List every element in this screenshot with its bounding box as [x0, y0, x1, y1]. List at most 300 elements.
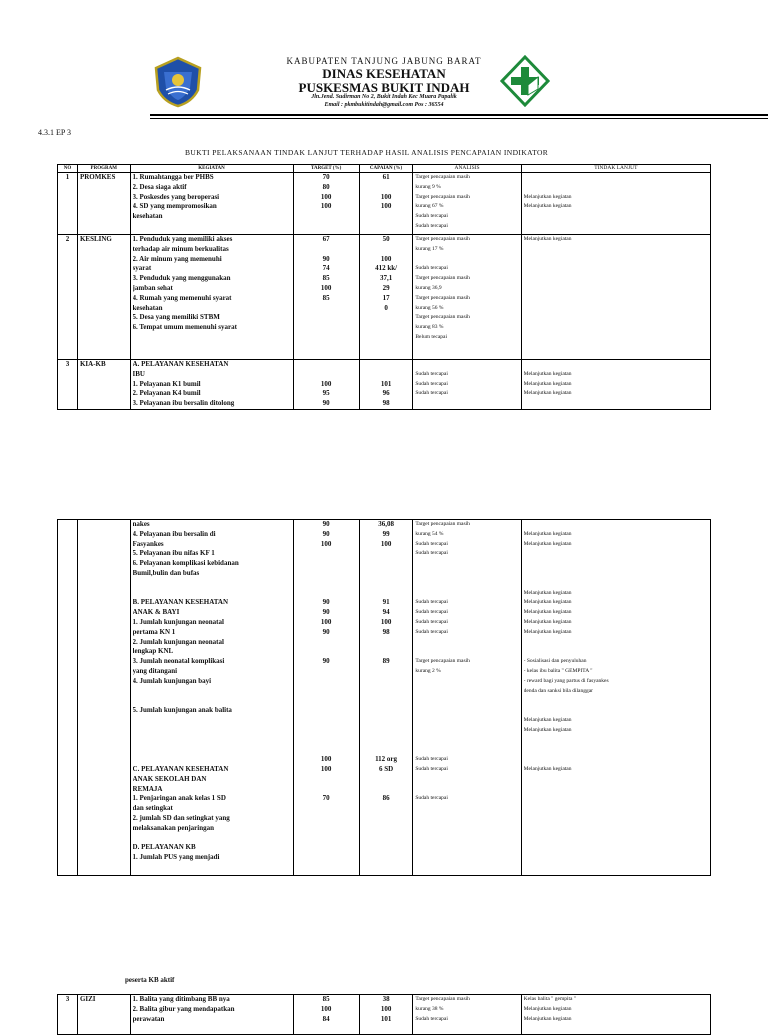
cell-kegiatan-line: jamban sehat: [132, 283, 173, 292]
header-tindak-lanjut: TINDAK LANJUT: [521, 165, 710, 173]
cell-analisis-line: [415, 687, 518, 697]
cell-capaian-line: [362, 370, 411, 380]
cell-kegiatan-line: 1. Balita yang ditimbang BB nya: [132, 995, 230, 1003]
header-target: TARGET (%): [293, 165, 359, 173]
cell-capaian-line: 412 kk/: [375, 264, 398, 273]
cell-target-line: [296, 569, 357, 579]
cell-target-line: 100: [320, 755, 332, 764]
cell-analisis: [413, 520, 521, 876]
cell-kegiatan-line: 6. Tempat umum memenuhi syarat: [132, 323, 237, 332]
cell-analisis-line: Sudah tercapai: [415, 599, 448, 606]
table-header-row: [58, 165, 711, 173]
cell-analisis-line: [415, 775, 518, 785]
cell-tindak-lanjut-line: Melanjutkan kegiatan: [523, 599, 572, 606]
cell-target-line: [296, 775, 357, 785]
cell-kegiatan-line: 5. Jumlah kunjungan anak balita: [132, 706, 232, 715]
cell-analisis-line: Sudah tercapai: [415, 540, 448, 547]
cell-capaian-line: [362, 559, 411, 569]
cell-capaian-line: 100: [380, 539, 392, 548]
indicator-table-page-3: [57, 994, 711, 1035]
cell-kegiatan-line: [133, 736, 291, 746]
cell-program: KIA-KB: [77, 360, 130, 410]
cell-analisis-line: Target pencapaian masih: [415, 275, 470, 282]
page3-continued-text: peserta KB aktif: [125, 976, 175, 984]
cell-kegiatan: [130, 520, 293, 876]
cell-capaian-line: [362, 726, 411, 736]
cell-kegiatan-line: [133, 726, 291, 736]
cell-target-line: 70: [322, 794, 330, 803]
cell-target-line: [296, 245, 357, 255]
cell-target-line: [296, 638, 357, 648]
cell-capaian-line: 50: [382, 235, 390, 243]
cell-tindak-lanjut-line: Melanjutkan kegiatan: [523, 765, 572, 772]
cell-capaian-line: [362, 667, 411, 677]
cell-kegiatan-line: [133, 716, 291, 726]
cell-analisis-line: Target pencapaian masih: [415, 193, 470, 200]
cell-target-line: 90: [322, 657, 330, 666]
cell-target-line: [296, 696, 357, 706]
cell-capaian-line: 94: [382, 608, 390, 617]
cell-target-line: [296, 667, 357, 677]
cell-tindak-lanjut-line: [524, 745, 708, 755]
cell-kegiatan: [130, 360, 293, 410]
cell-kegiatan-line: 5. Pelayanan ibu nifas KF 1: [132, 549, 215, 558]
header-address: Jln.Jend. Sudirman No 2, Bukit Indah Kec Muara Papalik: [311, 94, 457, 100]
cell-kegiatan-line: 4. SD yang mempromosikan: [132, 202, 217, 211]
cell-kegiatan-line: REMAJA: [132, 784, 163, 793]
cell-kegiatan-line: 3. Pelayanan ibu bersalin ditolong: [132, 399, 235, 408]
cell-tindak-lanjut-line: [524, 183, 708, 193]
cell-target-line: 100: [320, 1004, 332, 1013]
cell-analisis-line: Sudah tercapai: [415, 390, 448, 397]
cell-tindak-lanjut-line: [524, 520, 708, 530]
cell-capaian-line: 36,08: [378, 520, 394, 528]
cell-kegiatan-line: nakes: [132, 520, 150, 528]
cell-capaian-line: [362, 687, 411, 697]
cell-tindak-lanjut-line: Melanjutkan kegiatan: [523, 236, 572, 242]
cell-capaian-line: [362, 775, 411, 785]
cell-kegiatan-line: [133, 579, 291, 589]
cell-capaian-line: [362, 647, 411, 657]
cell-capaian: [359, 995, 413, 1035]
header-email: Email : pkmbukitindah@gmail.com Pos : 36554: [324, 102, 444, 108]
cell-analisis-line: kurang 17 %: [415, 245, 444, 252]
cell-analisis-line: Sudah tercapai: [415, 756, 448, 763]
cell-analisis-line: Sudah tercapai: [415, 795, 448, 802]
cell-analisis-line: Sudah tercapai: [415, 609, 448, 616]
cell-target-line: [296, 745, 357, 755]
cell-analisis-line: kurang 83 %: [415, 324, 444, 331]
cell-kegiatan-line: D. PELAYANAN KB: [132, 843, 196, 852]
cell-no: 1: [58, 173, 78, 235]
cell-analisis-line: Sudah tercapai: [415, 370, 448, 377]
cell-target-line: 100: [320, 617, 332, 626]
cell-kegiatan-line: dan setingkat: [132, 804, 173, 813]
cell-tindak-lanjut-line: [524, 638, 708, 648]
cell-analisis-line: kurang 2 %: [415, 667, 441, 674]
document-code: 4.3.1 EP 3: [38, 128, 72, 137]
cell-analisis-line: [415, 569, 518, 579]
cell-target-line: [296, 726, 357, 736]
table-row: [58, 235, 711, 360]
cell-analisis-line: kurang 67 %: [415, 203, 444, 210]
cell-capaian-line: 100: [380, 254, 392, 263]
cell-no: 3: [58, 995, 78, 1035]
cell-tindak-lanjut-line: - reward bagi yang partus di fasyankes: [523, 677, 609, 684]
table-row: [58, 173, 711, 235]
cell-analisis-line: Sudah tercapai: [415, 380, 448, 387]
table-row: [58, 360, 711, 410]
cell-tindak-lanjut-line: Melanjutkan kegiatan: [523, 380, 572, 387]
cell-kegiatan-line: 2. Balita gibur yang mendapatkan: [132, 1004, 235, 1013]
header-program: PROGRAM: [77, 165, 130, 173]
cell-kegiatan-line: 1. Pelayanan K1 bumil: [132, 379, 201, 388]
cell-kegiatan-line: 4. Jumlah kunjungan bayi: [132, 676, 212, 685]
cell-analisis-line: Sudah tercapai: [415, 222, 448, 229]
cell-capaian-line: [362, 716, 411, 726]
cell-tindak-lanjut-line: [524, 549, 708, 559]
cell-analisis-line: [415, 360, 518, 370]
table-row: [58, 995, 711, 1035]
cell-kegiatan-line: [133, 687, 291, 697]
header-no: NO: [58, 165, 78, 173]
cell-analisis-line: [415, 716, 518, 726]
cell-analisis: [413, 995, 521, 1035]
cell-analisis-line: [415, 736, 518, 746]
cell-kegiatan-line: 1. Penjaringan anak kelas 1 SD: [132, 794, 226, 803]
cell-analisis-line: Target pencapaian masih: [415, 174, 470, 180]
cell-tindak-lanjut-line: - kelas ibu balita " GEMPITA ": [523, 667, 593, 674]
cell-capaian-line: 96: [382, 389, 390, 398]
cell-tindak-lanjut-line: [524, 706, 708, 716]
cell-analisis: [413, 173, 521, 235]
cell-tindak-lanjut-line: Melanjutkan kegiatan: [523, 193, 572, 200]
cell-tindak-lanjut: [521, 520, 710, 876]
cell-target-line: [296, 785, 357, 795]
cell-analisis-line: [415, 255, 518, 265]
table-row: [58, 520, 711, 876]
cell-target-line: [296, 716, 357, 726]
cell-kegiatan-line: ANAK & BAYI: [132, 608, 180, 617]
cell-analisis: [413, 235, 521, 360]
cell-target-line: 90: [322, 399, 330, 408]
cell-kegiatan: [130, 995, 293, 1035]
cell-tindak-lanjut-line: Melanjutkan kegiatan: [523, 540, 572, 547]
cell-target-line: [296, 559, 357, 569]
cell-kegiatan-line: IBU: [132, 369, 145, 378]
cell-tindak-lanjut-line: [524, 569, 708, 579]
cell-target-line: [296, 549, 357, 559]
cell-target-line: 85: [322, 293, 330, 302]
cell-kegiatan: [130, 235, 293, 360]
cell-tindak-lanjut-line: Melanjutkan kegiatan: [523, 390, 572, 397]
cell-target-line: 74: [322, 264, 330, 273]
cell-capaian-line: 98: [382, 399, 390, 408]
cell-capaian-line: [362, 579, 411, 589]
cell-kegiatan-line: 2. Jumlah kunjungan neonatal: [132, 637, 224, 646]
header-dinas: DINAS KESEHATAN: [322, 66, 446, 81]
cell-capaian-line: 101: [380, 379, 392, 388]
cell-kegiatan-line: 1. Penduduk yang memiliki akses: [132, 235, 233, 243]
cell-capaian-line: 0: [384, 303, 388, 312]
cell-kegiatan-line: 4. Rumah yang memenuhi syarat: [132, 293, 232, 302]
header-kegiatan: KEGIATAN: [130, 165, 293, 173]
cell-analisis-line: [415, 696, 518, 706]
cell-capaian: [359, 173, 413, 235]
cell-tindak-lanjut-line: [524, 559, 708, 569]
cell-kegiatan-line: Fasyankes: [132, 539, 164, 548]
cell-capaian-line: 37,1: [379, 274, 393, 283]
cell-kegiatan-line: 4. Pelayanan ibu bersalin di: [132, 529, 216, 538]
cell-kegiatan-line: [133, 834, 291, 844]
header-kabupaten: KABUPATEN TANJUNG JABUNG BARAT: [286, 56, 482, 66]
cell-capaian-line: [362, 569, 411, 579]
cell-target: [293, 360, 359, 410]
cell-analisis-line: Target pencapaian masih: [415, 294, 470, 301]
cell-kegiatan-line: kesehatan: [132, 303, 163, 312]
cell-tindak-lanjut: [521, 995, 710, 1035]
cell-kegiatan-line: ANAK SEKOLAH DAN: [132, 774, 207, 783]
cell-capaian-line: 101: [380, 1014, 392, 1023]
cell-no: [58, 520, 78, 876]
cell-kegiatan-line: 3. Jumlah neonatal komplikasi: [132, 657, 225, 666]
cell-analisis-line: Sudah tercapai: [415, 618, 448, 625]
cell-target-line: 100: [320, 202, 332, 211]
cell-kegiatan-line: Bumil,bulin dan bufas: [132, 568, 200, 577]
cell-target-line: 90: [322, 608, 330, 617]
cell-tindak-lanjut-line: Melanjutkan kegiatan: [523, 716, 572, 723]
header-puskesmas: PUSKESMAS BUKIT INDAH: [298, 80, 470, 95]
cell-tindak-lanjut-line: [524, 647, 708, 657]
cell-target-line: 90: [322, 598, 330, 607]
indicator-table-page-2: [57, 519, 711, 876]
cell-tindak-lanjut: [521, 360, 710, 410]
cell-tindak-lanjut-line: [524, 755, 708, 765]
cell-kegiatan-line: 3. Poskesdes yang beroperasi: [132, 192, 220, 201]
cell-kegiatan-line: 2. jumlah SD dan setingkat yang: [132, 813, 230, 822]
cell-target-line: 80: [322, 182, 330, 191]
cell-program: [77, 520, 130, 876]
cell-kegiatan-line: 1. Rumahtangga ber PHBS: [132, 173, 214, 181]
cell-target-line: 100: [320, 192, 332, 201]
cell-tindak-lanjut-line: Melanjutkan kegiatan: [523, 589, 572, 596]
cell-analisis-line: Sudah tercapai: [415, 628, 448, 635]
cell-target-line: 100: [320, 379, 332, 388]
cell-tindak-lanjut-line: [524, 736, 708, 746]
cell-capaian-line: 100: [380, 202, 392, 211]
cell-analisis-line: Target pencapaian masih: [415, 236, 470, 242]
cell-kegiatan-line: 6. Pelayanan komplikasi kebidanan: [132, 559, 239, 568]
cell-analisis-line: Sudah tercapai: [415, 765, 448, 772]
cell-target-line: 100: [320, 764, 332, 773]
cell-target: [293, 995, 359, 1035]
cell-kegiatan-line: 2. Desa siaga aktif: [132, 182, 187, 191]
cell-capaian-line: 89: [382, 657, 390, 666]
cell-capaian-line: [362, 183, 411, 193]
cell-capaian-line: [362, 785, 411, 795]
cell-kegiatan-line: [133, 589, 291, 599]
cell-kegiatan-line: B. PELAYANAN KESEHATAN: [132, 598, 229, 607]
cell-capaian-line: [362, 736, 411, 746]
cell-target-line: [296, 677, 357, 687]
cell-tindak-lanjut-line: - Sosialisasi dan penyuluhan: [523, 658, 587, 665]
cell-analisis-line: [415, 589, 518, 599]
cell-tindak-lanjut-line: Melanjutkan kegiatan: [523, 203, 572, 210]
cell-tindak-lanjut: [521, 173, 710, 235]
cell-tindak-lanjut-line: Melanjutkan kegiatan: [523, 618, 572, 625]
cell-target-line: 90: [322, 520, 330, 528]
cell-kegiatan-line: 1. Jumlah PUS yang menjadi: [132, 853, 220, 862]
cell-program: KESLING: [77, 235, 130, 360]
cell-target-line: 100: [320, 539, 332, 548]
cell-target: [293, 520, 359, 876]
cell-analisis-line: Target pencapaian masih: [415, 521, 470, 527]
cell-capaian-line: 38: [382, 995, 390, 1003]
cell-tindak-lanjut-line: [524, 696, 708, 706]
cell-kegiatan-line: C. PELAYANAN KESEHATAN: [132, 764, 229, 773]
cell-analisis-line: Target pencapaian masih: [415, 996, 470, 1002]
cell-capaian-line: 99: [382, 529, 390, 538]
cell-analisis-line: kurang 54 %: [415, 530, 444, 537]
cell-target-line: 84: [322, 1014, 330, 1023]
cell-target-line: [296, 370, 357, 380]
cell-kegiatan-line: perawatan: [132, 1014, 165, 1023]
cell-kegiatan-line: A. PELAYANAN KESEHATAN: [132, 360, 229, 368]
cell-analisis-line: [415, 647, 518, 657]
cell-kegiatan-line: kesehatan: [132, 212, 163, 221]
cell-no: 2: [58, 235, 78, 360]
cell-target-line: [296, 687, 357, 697]
cell-no: 3: [58, 360, 78, 410]
cell-target-line: 85: [322, 274, 330, 283]
cell-capaian-line: [362, 696, 411, 706]
cell-capaian-line: 6 SD: [378, 764, 394, 773]
cell-analisis-line: [415, 706, 518, 716]
cell-capaian-line: [362, 245, 411, 255]
cell-target-line: [296, 647, 357, 657]
cell-capaian-line: 29: [382, 283, 390, 292]
cell-tindak-lanjut-line: [524, 360, 708, 370]
cell-target-line: 67: [322, 235, 330, 243]
cell-analisis-line: [415, 579, 518, 589]
cell-kegiatan-line: 1. Jumlah kunjungan neonatal: [132, 617, 224, 626]
cell-capaian-line: [362, 549, 411, 559]
cell-analisis-line: kurang 36,9: [415, 284, 442, 291]
cell-analisis: [413, 360, 521, 410]
cell-kegiatan-line: lengkap KNL: [132, 647, 174, 656]
cell-capaian-line: 91: [382, 598, 390, 607]
cell-kegiatan-line: [133, 745, 291, 755]
cell-tindak-lanjut-line: Melanjutkan kegiatan: [523, 1005, 572, 1012]
cell-analisis-line: Sudah tercapai: [415, 550, 448, 557]
indicator-table-page-1: [57, 164, 711, 410]
cell-analisis-line: Belum tecapai: [415, 333, 447, 340]
cell-capaian-line: [362, 638, 411, 648]
cell-target-line: 95: [322, 389, 330, 398]
cell-capaian: [359, 360, 413, 410]
header-analisis: ANALISIS: [413, 165, 521, 173]
cell-kegiatan: [130, 173, 293, 235]
cell-kegiatan-line: yang ditangani: [132, 666, 178, 675]
cell-target-line: 85: [322, 995, 330, 1003]
cell-target: [293, 173, 359, 235]
cell-target: [293, 235, 359, 360]
cell-analisis-line: [415, 559, 518, 569]
cell-analisis-line: kurang 9 %: [415, 183, 441, 190]
cell-target-line: 90: [322, 627, 330, 636]
cell-kegiatan-line: melaksanakan penjaringan: [132, 823, 215, 832]
cell-analisis-line: [415, 677, 518, 687]
cell-capaian-line: [362, 677, 411, 687]
cell-tindak-lanjut-line: Melanjutkan kegiatan: [523, 370, 572, 377]
cell-tindak-lanjut-line: [524, 173, 708, 183]
cell-capaian-line: 100: [380, 192, 392, 201]
cell-program: PROMKES: [77, 173, 130, 235]
cell-capaian: [359, 235, 413, 360]
cell-analisis-line: [415, 726, 518, 736]
cell-target-line: [296, 360, 357, 370]
cell-analisis-line: [415, 638, 518, 648]
cell-target-line: 90: [322, 529, 330, 538]
cell-target-line: 100: [320, 283, 332, 292]
cell-analisis-line: Target pencapaian masih: [415, 314, 470, 321]
cell-kegiatan-line: 3. Penduduk yang menggunakan: [132, 274, 231, 283]
header-rule-thin: [150, 118, 768, 119]
cell-tindak-lanjut-line: Melanjutkan kegiatan: [523, 1015, 572, 1022]
cell-analisis-line: kurang 38 %: [415, 1005, 444, 1012]
cell-analisis-line: Sudah tercapai: [415, 265, 448, 272]
cell-capaian-line: [362, 360, 411, 370]
cell-target-line: 90: [322, 254, 330, 263]
cell-target-line: [296, 736, 357, 746]
cell-kegiatan-line: 2. Pelayanan K4 bumil: [132, 389, 201, 398]
cell-tindak-lanjut-line: Melanjutkan kegiatan: [523, 628, 572, 635]
cell-kegiatan-line: 5. Desa yang memiliki STBM: [132, 313, 220, 322]
cell-target-line: [296, 589, 357, 599]
cell-target-line: [296, 706, 357, 716]
cell-tindak-lanjut-line: Melanjutkan kegiatan: [523, 530, 572, 537]
cell-capaian: [359, 520, 413, 876]
cell-analisis-line: [415, 745, 518, 755]
cell-tindak-lanjut-line: denda dan sanksi bila dilanggar: [523, 687, 594, 694]
cell-target-line: [296, 579, 357, 589]
cell-capaian-line: 86: [382, 794, 390, 803]
cell-kegiatan-line: pertama KN 1: [132, 627, 176, 636]
cell-capaian-line: 100: [380, 617, 392, 626]
cell-analisis-line: Target pencapaian masih: [415, 658, 470, 665]
cell-analisis-line: kurang 56 %: [415, 304, 444, 311]
cell-kegiatan-line: 2. Air minum yang memenuhi: [132, 254, 222, 263]
header-rule-thick: [150, 114, 768, 116]
cell-kegiatan-line: syarat: [132, 264, 152, 273]
cell-tindak-lanjut-line: Melanjutkan kegiatan: [523, 609, 572, 616]
cell-kegiatan-line: [133, 755, 291, 765]
cell-tindak-lanjut-line: Kelas balita " gempita ": [523, 996, 577, 1002]
cell-capaian-line: 100: [380, 1004, 392, 1013]
cell-tindak-lanjut: [521, 235, 710, 360]
cell-target-line: 70: [322, 173, 330, 181]
cell-kegiatan-line: terhadap air minum berkualitas: [132, 244, 229, 253]
cell-program: GIZI: [77, 995, 130, 1035]
cell-kegiatan-line: [133, 696, 291, 706]
document-title: BUKTI PELAKSANAAN TINDAK LANJUT TERHADAP HASIL ANALISIS PENCAPAIAN INDIKATOR: [185, 148, 549, 157]
header-capaian: CAPAIAN (%): [359, 165, 413, 173]
cell-tindak-lanjut-line: [524, 579, 708, 589]
cell-capaian-line: [362, 589, 411, 599]
cell-analisis-line: Sudah tercapai: [415, 1015, 448, 1022]
cell-capaian-line: 61: [382, 173, 390, 181]
cell-analisis-line: [415, 785, 518, 795]
